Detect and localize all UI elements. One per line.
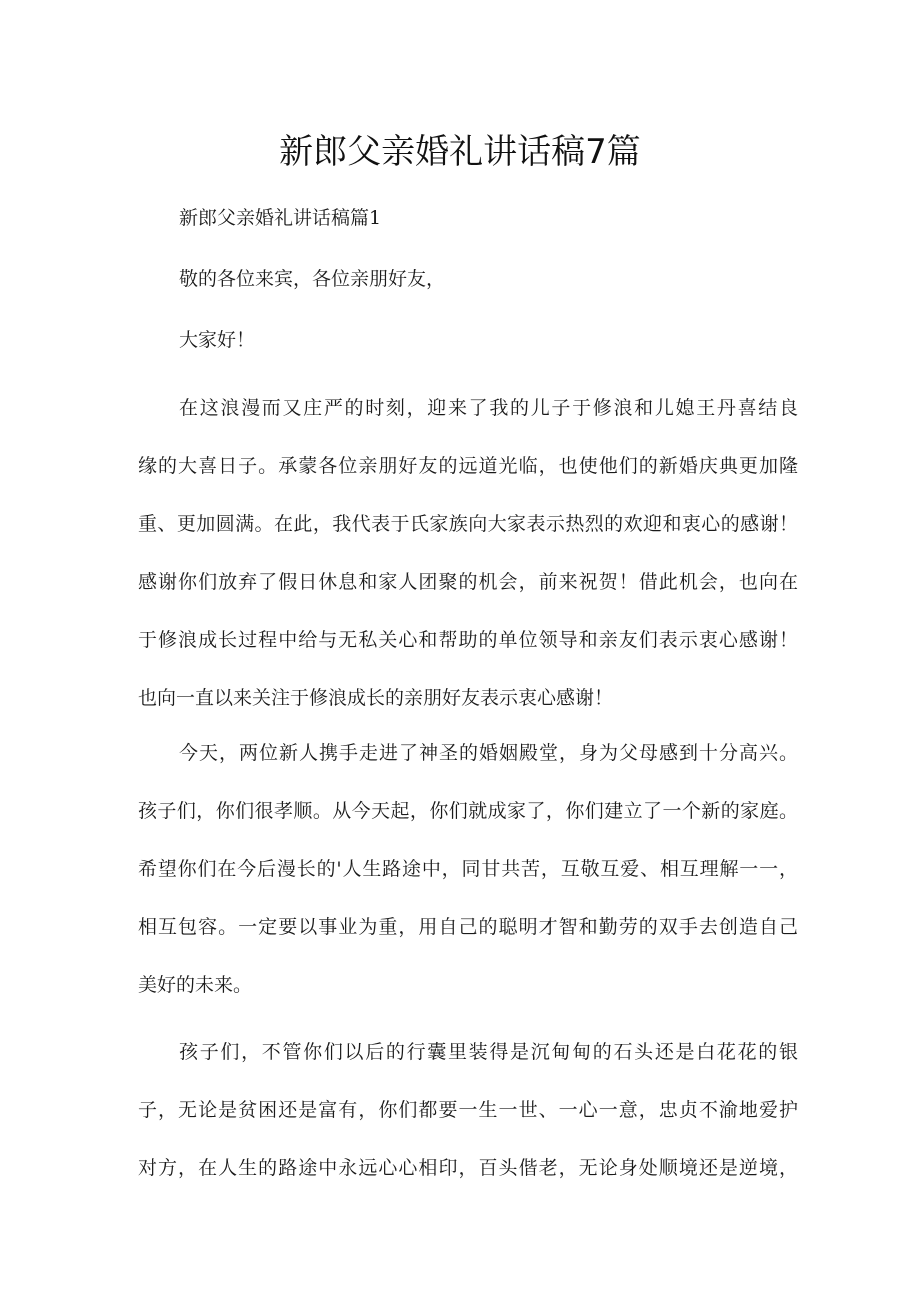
paragraph1-line: 在这浪漫而又庄严的时刻，迎来了我的儿子于修浪和儿媳王丹喜结良: [179, 397, 798, 419]
paragraph2-line: 希望你们在今后漫长的'人生路途中，同甘共苦，互敬互爱、相互理解一一，: [138, 858, 798, 880]
document-title: 新郎父亲婚礼讲话稿7篇: [279, 132, 641, 172]
paragraph1-line: 感谢你们放弃了假日休息和家人团聚的机会，前来祝贺！借此机会，也向在: [138, 571, 798, 593]
paragraph2-line: 相互包容。一定要以事业为重，用自己的聪明才智和勤劳的双手去创造自己: [138, 916, 798, 938]
paragraph2-line: 美好的未来。: [138, 974, 253, 996]
paragraph3-line: 子，无论是贫困还是富有，你们都要一生一世、一心一意，忠贞不渝地爱护: [138, 1099, 798, 1121]
salutation: 敬的各位来宾，各位亲朋好友，: [179, 268, 446, 290]
paragraph2-line: 孩子们，你们很孝顺。从今天起，你们就成家了，你们建立了一个新的家庭。: [138, 800, 798, 822]
paragraph1-line: 重、更加圆满。在此，我代表于氏家族向大家表示热烈的欢迎和衷心的感谢！: [138, 513, 798, 535]
paragraph3-line: 孩子们，不管你们以后的行囊里装得是沉甸甸的石头还是白花花的银: [179, 1041, 798, 1063]
paragraph1-line: 缘的大喜日子。承蒙各位亲朋好友的远道光临，也使他们的新婚庆典更加隆: [138, 455, 798, 477]
greeting: 大家好！: [179, 329, 256, 351]
paragraph1-line: 于修浪成长过程中给与无私关心和帮助的单位领导和亲友们表示衷心感谢！: [138, 629, 798, 651]
section-heading: 新郎父亲婚礼讲话稿篇1: [179, 207, 382, 229]
paragraph3-line: 对方，在人生的路途中永远心心相印，百头偕老，无论身处顺境还是逆境，: [138, 1157, 798, 1179]
paragraph1-line: 也向一直以来关注于修浪成长的亲朋好友表示衷心感谢！: [138, 687, 614, 709]
paragraph2-line: 今天，两位新人携手走进了神圣的婚姻殿堂，身为父母感到十分高兴。: [179, 742, 798, 764]
